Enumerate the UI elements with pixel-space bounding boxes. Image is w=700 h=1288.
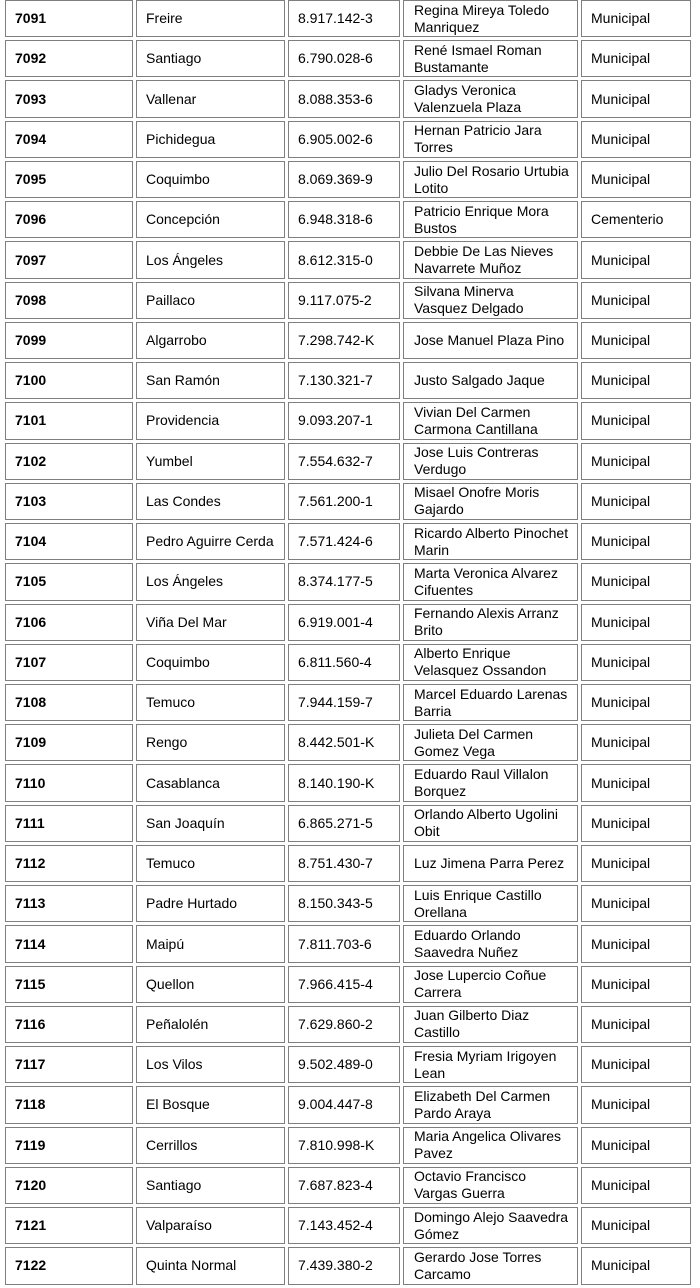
- rut-cell: 8.140.190-K: [288, 764, 400, 801]
- rut-cell: 8.150.343-5: [288, 885, 400, 922]
- table-row: [5, 402, 691, 439]
- record-number-cell: 7093: [5, 80, 133, 117]
- comuna-cell: Padre Hurtado: [136, 885, 285, 922]
- record-type-cell: Municipal: [581, 241, 691, 278]
- rut-cell: 6.790.028-6: [288, 40, 400, 77]
- record-number-cell: 7095: [5, 161, 133, 198]
- table-row: [5, 483, 691, 520]
- person-name-cell: Jose Lupercio Coñue Carrera: [403, 966, 578, 1003]
- record-number-cell: 7112: [5, 845, 133, 882]
- person-name-cell: Jose Manuel Plaza Pino: [403, 322, 578, 359]
- record-type-cell: Municipal: [581, 684, 691, 721]
- record-number-cell: 7113: [5, 885, 133, 922]
- comuna-cell: Peñalolén: [136, 1006, 285, 1043]
- record-type-cell: Municipal: [581, 1006, 691, 1043]
- table-row: [5, 925, 691, 962]
- record-number-cell: 7120: [5, 1167, 133, 1204]
- table-row: [5, 563, 691, 600]
- record-number-cell: 7108: [5, 684, 133, 721]
- comuna-cell: Los Ángeles: [136, 241, 285, 278]
- comuna-cell: Providencia: [136, 402, 285, 439]
- person-name-cell: Silvana Minerva Vasquez Delgado: [403, 282, 578, 319]
- table-row: [5, 1086, 691, 1123]
- person-name-cell: Domingo Alejo Saavedra Gómez: [403, 1207, 578, 1244]
- person-name-cell: Vivian Del Carmen Carmona Cantillana: [403, 402, 578, 439]
- comuna-cell: Quinta Normal: [136, 1247, 285, 1284]
- rut-cell: 6.919.001-4: [288, 604, 400, 641]
- person-name-cell: Misael Onofre Moris Gajardo: [403, 483, 578, 520]
- comuna-cell: Maipú: [136, 925, 285, 962]
- table-row: [5, 241, 691, 278]
- record-type-cell: Municipal: [581, 805, 691, 842]
- rut-cell: 7.561.200-1: [288, 483, 400, 520]
- person-name-cell: Fresia Myriam Irigoyen Lean: [403, 1046, 578, 1083]
- table-row: [5, 644, 691, 681]
- record-number-cell: 7091: [5, 0, 133, 37]
- record-type-cell: Municipal: [581, 483, 691, 520]
- table-row: [5, 764, 691, 801]
- table-row: [5, 362, 691, 399]
- record-type-cell: Municipal: [581, 845, 691, 882]
- record-number-cell: 7106: [5, 604, 133, 641]
- comuna-cell: El Bosque: [136, 1086, 285, 1123]
- record-number-cell: 7114: [5, 925, 133, 962]
- record-number-cell: 7119: [5, 1127, 133, 1164]
- record-number-cell: 7111: [5, 805, 133, 842]
- rut-cell: 8.069.369-9: [288, 161, 400, 198]
- record-type-cell: Municipal: [581, 563, 691, 600]
- rut-cell: 9.117.075-2: [288, 282, 400, 319]
- table-row: [5, 80, 691, 117]
- rut-cell: 7.687.823-4: [288, 1167, 400, 1204]
- person-name-cell: Marcel Eduardo Larenas Barria: [403, 684, 578, 721]
- comuna-cell: Santiago: [136, 40, 285, 77]
- person-name-cell: Maria Angelica Olivares Pavez: [403, 1127, 578, 1164]
- comuna-cell: Paillaco: [136, 282, 285, 319]
- record-number-cell: 7101: [5, 402, 133, 439]
- person-name-cell: Orlando Alberto Ugolini Obit: [403, 805, 578, 842]
- rut-cell: 7.811.703-6: [288, 925, 400, 962]
- rut-cell: 7.298.742-K: [288, 322, 400, 359]
- person-name-cell: Debbie De Las Nieves Navarrete Muñoz: [403, 241, 578, 278]
- record-type-cell: Municipal: [581, 40, 691, 77]
- record-number-cell: 7110: [5, 764, 133, 801]
- table-row: [5, 523, 691, 560]
- table-row: [5, 443, 691, 480]
- record-type-cell: Municipal: [581, 925, 691, 962]
- person-name-cell: Julieta Del Carmen Gomez Vega: [403, 724, 578, 761]
- record-type-cell: Cementerio: [581, 201, 691, 238]
- person-name-cell: Eduardo Orlando Saavedra Nuñez: [403, 925, 578, 962]
- table-row: [5, 322, 691, 359]
- rut-cell: 6.948.318-6: [288, 201, 400, 238]
- rut-cell: 8.917.142-3: [288, 0, 400, 37]
- records-table: [2, 0, 694, 1288]
- comuna-cell: Algarrobo: [136, 322, 285, 359]
- rut-cell: 7.143.452-4: [288, 1207, 400, 1244]
- comuna-cell: Casablanca: [136, 764, 285, 801]
- comuna-cell: Temuco: [136, 684, 285, 721]
- comuna-cell: Pedro Aguirre Cerda: [136, 523, 285, 560]
- comuna-cell: Temuco: [136, 845, 285, 882]
- person-name-cell: Justo Salgado Jaque: [403, 362, 578, 399]
- person-name-cell: Regina Mireya Toledo Manriquez: [403, 0, 578, 37]
- comuna-cell: Rengo: [136, 724, 285, 761]
- record-type-cell: Municipal: [581, 80, 691, 117]
- record-type-cell: Municipal: [581, 443, 691, 480]
- table-row: [5, 684, 691, 721]
- person-name-cell: Elizabeth Del Carmen Pardo Araya: [403, 1086, 578, 1123]
- record-type-cell: Municipal: [581, 604, 691, 641]
- comuna-cell: Valparaíso: [136, 1207, 285, 1244]
- comuna-cell: Los Ángeles: [136, 563, 285, 600]
- rut-cell: 8.442.501-K: [288, 724, 400, 761]
- table-row: [5, 724, 691, 761]
- comuna-cell: Pichidegua: [136, 121, 285, 158]
- record-number-cell: 7100: [5, 362, 133, 399]
- person-name-cell: Alberto Enrique Velasquez Ossandon: [403, 644, 578, 681]
- table-row: [5, 845, 691, 882]
- comuna-cell: Concepción: [136, 201, 285, 238]
- comuna-cell: Santiago: [136, 1167, 285, 1204]
- record-number-cell: 7103: [5, 483, 133, 520]
- rut-cell: 9.502.489-0: [288, 1046, 400, 1083]
- comuna-cell: Quellon: [136, 966, 285, 1003]
- record-type-cell: Municipal: [581, 1247, 691, 1284]
- rut-cell: 8.751.430-7: [288, 845, 400, 882]
- rut-cell: 7.554.632-7: [288, 443, 400, 480]
- table-row: [5, 161, 691, 198]
- table-row: [5, 604, 691, 641]
- person-name-cell: Marta Veronica Alvarez Cifuentes: [403, 563, 578, 600]
- table-row: [5, 40, 691, 77]
- table-row: [5, 1247, 691, 1284]
- record-type-cell: Municipal: [581, 644, 691, 681]
- record-number-cell: 7104: [5, 523, 133, 560]
- table-row: [5, 805, 691, 842]
- record-type-cell: Municipal: [581, 161, 691, 198]
- record-type-cell: Municipal: [581, 0, 691, 37]
- record-number-cell: 7092: [5, 40, 133, 77]
- comuna-cell: San Joaquín: [136, 805, 285, 842]
- record-type-cell: Municipal: [581, 402, 691, 439]
- record-type-cell: Municipal: [581, 1046, 691, 1083]
- record-type-cell: Municipal: [581, 885, 691, 922]
- record-number-cell: 7105: [5, 563, 133, 600]
- rut-cell: 9.093.207-1: [288, 402, 400, 439]
- record-type-cell: Municipal: [581, 966, 691, 1003]
- record-type-cell: Municipal: [581, 282, 691, 319]
- person-name-cell: Eduardo Raul Villalon Borquez: [403, 764, 578, 801]
- table-row: [5, 885, 691, 922]
- person-name-cell: Octavio Francisco Vargas Guerra: [403, 1167, 578, 1204]
- comuna-cell: Vallenar: [136, 80, 285, 117]
- table-row: [5, 1127, 691, 1164]
- rut-cell: 6.905.002-6: [288, 121, 400, 158]
- record-type-cell: Municipal: [581, 322, 691, 359]
- record-number-cell: 7099: [5, 322, 133, 359]
- person-name-cell: Ricardo Alberto Pinochet Marin: [403, 523, 578, 560]
- record-number-cell: 7115: [5, 966, 133, 1003]
- record-type-cell: Municipal: [581, 1167, 691, 1204]
- rut-cell: 7.439.380-2: [288, 1247, 400, 1284]
- person-name-cell: Luis Enrique Castillo Orellana: [403, 885, 578, 922]
- table-row: [5, 0, 691, 37]
- rut-cell: 7.966.415-4: [288, 966, 400, 1003]
- record-number-cell: 7116: [5, 1006, 133, 1043]
- record-number-cell: 7122: [5, 1247, 133, 1284]
- person-name-cell: Patricio Enrique Mora Bustos: [403, 201, 578, 238]
- person-name-cell: René Ismael Roman Bustamante: [403, 40, 578, 77]
- record-number-cell: 7098: [5, 282, 133, 319]
- record-type-cell: Municipal: [581, 764, 691, 801]
- record-type-cell: Municipal: [581, 362, 691, 399]
- records-table-body: [5, 0, 691, 1285]
- comuna-cell: Cerrillos: [136, 1127, 285, 1164]
- record-type-cell: Municipal: [581, 724, 691, 761]
- table-row: [5, 1046, 691, 1083]
- table-row: [5, 121, 691, 158]
- record-number-cell: 7121: [5, 1207, 133, 1244]
- record-type-cell: Municipal: [581, 121, 691, 158]
- person-name-cell: Jose Luis Contreras Verdugo: [403, 443, 578, 480]
- person-name-cell: Julio Del Rosario Urtubia Lotito: [403, 161, 578, 198]
- table-row: [5, 201, 691, 238]
- person-name-cell: Juan Gilberto Diaz Castillo: [403, 1006, 578, 1043]
- record-number-cell: 7117: [5, 1046, 133, 1083]
- comuna-cell: Los Vilos: [136, 1046, 285, 1083]
- record-number-cell: 7109: [5, 724, 133, 761]
- rut-cell: 8.612.315-0: [288, 241, 400, 278]
- comuna-cell: Coquimbo: [136, 644, 285, 681]
- record-number-cell: 7107: [5, 644, 133, 681]
- comuna-cell: Freire: [136, 0, 285, 37]
- record-number-cell: 7118: [5, 1086, 133, 1123]
- rut-cell: 7.571.424-6: [288, 523, 400, 560]
- rut-cell: 7.810.998-K: [288, 1127, 400, 1164]
- person-name-cell: Gladys Veronica Valenzuela Plaza: [403, 80, 578, 117]
- table-row: [5, 1167, 691, 1204]
- rut-cell: 7.130.321-7: [288, 362, 400, 399]
- rut-cell: 7.944.159-7: [288, 684, 400, 721]
- record-type-cell: Municipal: [581, 1086, 691, 1123]
- rut-cell: 8.374.177-5: [288, 563, 400, 600]
- comuna-cell: Yumbel: [136, 443, 285, 480]
- rut-cell: 6.865.271-5: [288, 805, 400, 842]
- rut-cell: 8.088.353-6: [288, 80, 400, 117]
- person-name-cell: Gerardo Jose Torres Carcamo: [403, 1247, 578, 1284]
- rut-cell: 7.629.860-2: [288, 1006, 400, 1043]
- record-number-cell: 7094: [5, 121, 133, 158]
- comuna-cell: San Ramón: [136, 362, 285, 399]
- person-name-cell: Fernando Alexis Arranz Brito: [403, 604, 578, 641]
- table-row: [5, 1006, 691, 1043]
- record-number-cell: 7097: [5, 241, 133, 278]
- comuna-cell: Coquimbo: [136, 161, 285, 198]
- comuna-cell: Las Condes: [136, 483, 285, 520]
- record-type-cell: Municipal: [581, 1207, 691, 1244]
- rut-cell: 9.004.447-8: [288, 1086, 400, 1123]
- person-name-cell: Luz Jimena Parra Perez: [403, 845, 578, 882]
- rut-cell: 6.811.560-4: [288, 644, 400, 681]
- person-name-cell: Hernan Patricio Jara Torres: [403, 121, 578, 158]
- record-number-cell: 7102: [5, 443, 133, 480]
- comuna-cell: Viña Del Mar: [136, 604, 285, 641]
- table-row: [5, 282, 691, 319]
- record-number-cell: 7096: [5, 201, 133, 238]
- record-type-cell: Municipal: [581, 523, 691, 560]
- table-row: [5, 1207, 691, 1244]
- record-type-cell: Municipal: [581, 1127, 691, 1164]
- table-row: [5, 966, 691, 1003]
